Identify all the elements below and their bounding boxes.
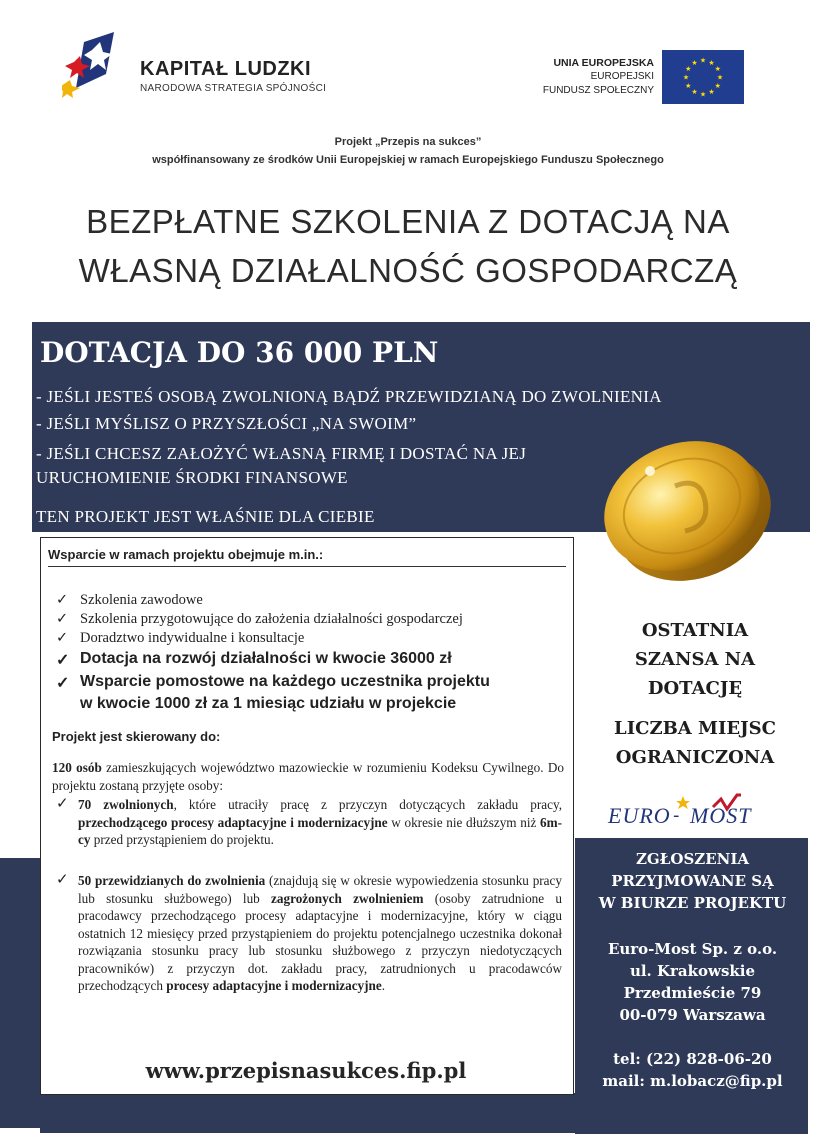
- limited-places-text: LICZBA MIEJSC OGRANICZONA: [614, 718, 776, 768]
- check-icon: ✓: [56, 630, 69, 646]
- eu-star-icon: ★: [682, 73, 690, 82]
- euro-most-logo: EURO - MOST: [608, 793, 773, 833]
- last-chance-text: OSTATNIA SZANSA NA DOTACJĘ: [634, 620, 756, 699]
- band-closing: TEN PROJEKT JEST WŁAŚNIE DLA CIEBIE: [36, 507, 375, 526]
- check-icon: ✓: [56, 652, 70, 669]
- contact-email[interactable]: mail: m.lobacz@fip.pl: [602, 1072, 783, 1090]
- band-bullet-2: - JEŚLI MYŚLISZ O PRZYSZŁOŚCI „NA SWOIM”: [36, 414, 417, 433]
- check-icon: ✓: [56, 611, 69, 627]
- eu-label-line1: UNIA EUROPEJSKA: [553, 57, 654, 69]
- gold-coin-image: [590, 416, 780, 586]
- eu-star-icon: ★: [708, 58, 715, 67]
- project-cofinancing: współfinansowany ze środków Unii Europejskiej w ramach Europejskiego Funduszu Społecznego: [152, 154, 664, 166]
- eu-label-line3: FUNDUSZ SPOŁECZNY: [542, 85, 654, 96]
- check-icon: ✓: [56, 796, 69, 812]
- decorative-navy-bottom: [40, 1093, 575, 1133]
- target-group-2: ✓ 50 przewidzianych do zwolnienia (znajdują się w okresie wypowiedzenia stosunku pracy lub stosunku służbowego) lub zagrożonych zwolnieniem (osoby zatrudnione u pracodawcy przechodzącego procesy adaptacyjne i modernizacyjne, który w ciągu ostatnich 12 miesięcy przed przystąpieniem do projektu potencjalnego uczestnika dokonał rozwiązania stosunku pracy lub stosunku służbowego z przyczyn niedotyczących pracowników) z przyczyn dot. zakładu pracy, zatrudnionych u pracodawców przechodzących procesy adaptacyjne i modernizacyjne.: [56, 872, 562, 993]
- page-headline: [40, 197, 776, 295]
- project-website-link[interactable]: www.przepisnasukces.fip.pl: [145, 1058, 467, 1083]
- band-bullet-3-cont: URUCHOMIENIE ŚRODKI FINANSOWE: [36, 468, 348, 487]
- kapital-ludzki-title: KAPITAŁ LUDZKI: [140, 58, 312, 80]
- eu-star-icon: ★: [685, 65, 692, 73]
- grant-title: DOTACJA DO 36 000 PLN: [40, 336, 439, 369]
- kapital-ludzki-subtitle: NARODOWA STRATEGIA SPÓJNOŚCI: [140, 83, 327, 94]
- eu-star-icon: ★: [685, 82, 692, 90]
- eu-label: [543, 56, 654, 98]
- kapital-ludzki-logo: [62, 28, 124, 100]
- support-heading: Wsparcie w ramach projektu obejmuje m.in.:: [48, 547, 566, 567]
- check-icon: ✓: [56, 675, 70, 692]
- logo-swoosh-icon: [673, 793, 763, 817]
- target-heading: Projekt jest skierowany do:: [52, 729, 221, 744]
- eu-star-icon: ★: [714, 82, 721, 90]
- band-bullet-3: - JEŚLI CHCESZ ZAŁOŻYĆ WŁASNĄ FIRMĘ I DOSTAĆ NA JEJ: [36, 444, 527, 463]
- office-address: Euro-Most Sp. z o.o. ul. Krakowskie Przedmieście 79 00-079 Warszawa: [607, 940, 778, 1024]
- headline-line2: WŁASNĄ DZIAŁALNOŚĆ GOSPODARCZĄ: [78, 252, 738, 289]
- eu-star-icon: ★: [716, 73, 724, 82]
- eu-star-icon: ★: [708, 88, 715, 97]
- contact-phone[interactable]: tel: (22) 828-06-20: [613, 1050, 772, 1068]
- check-icon: ✓: [56, 592, 69, 608]
- eu-star-icon: ★: [691, 88, 698, 97]
- eu-star-icon: ★: [699, 56, 707, 65]
- eu-star-icon: ★: [691, 58, 698, 67]
- applications-info: ZGŁOSZENIA PRZYJMOWANE SĄ W BIURZE PROJEKTU: [598, 850, 787, 912]
- decorative-navy-left: [0, 858, 40, 1128]
- eu-star-icon: ★: [714, 65, 721, 73]
- eu-flag-icon: [662, 50, 744, 104]
- headline-line1: BEZPŁATNE SZKOLENIA Z DOTACJĄ NA: [86, 203, 730, 240]
- eu-star-icon: ★: [699, 90, 707, 99]
- target-intro: 120 osób zamieszkujących województwo mazowieckie w rozumieniu Kodeksu Cywilnego. Do projektu zostaną przyjęte osoby:: [52, 760, 564, 793]
- eu-label-line2: EUROPEJSKI: [590, 71, 654, 82]
- check-icon: ✓: [56, 872, 69, 888]
- target-group-1: ✓ 70 zwolnionych, które utraciły pracę z przyczyn dotyczących zakładu pracy, przechodzącego procesy adaptacyjne i modernizacyjne w okresie nie dłuższym niż 6m-cy przed przystąpieniem do projektu.: [56, 796, 562, 847]
- band-bullet-1: - JEŚLI JESTEŚ OSOBĄ ZWOLNIONĄ BĄDŹ PRZEWIDZIANĄ DO ZWOLNIENIA: [36, 387, 662, 406]
- project-name: Projekt „Przepis na sukces”: [334, 136, 482, 148]
